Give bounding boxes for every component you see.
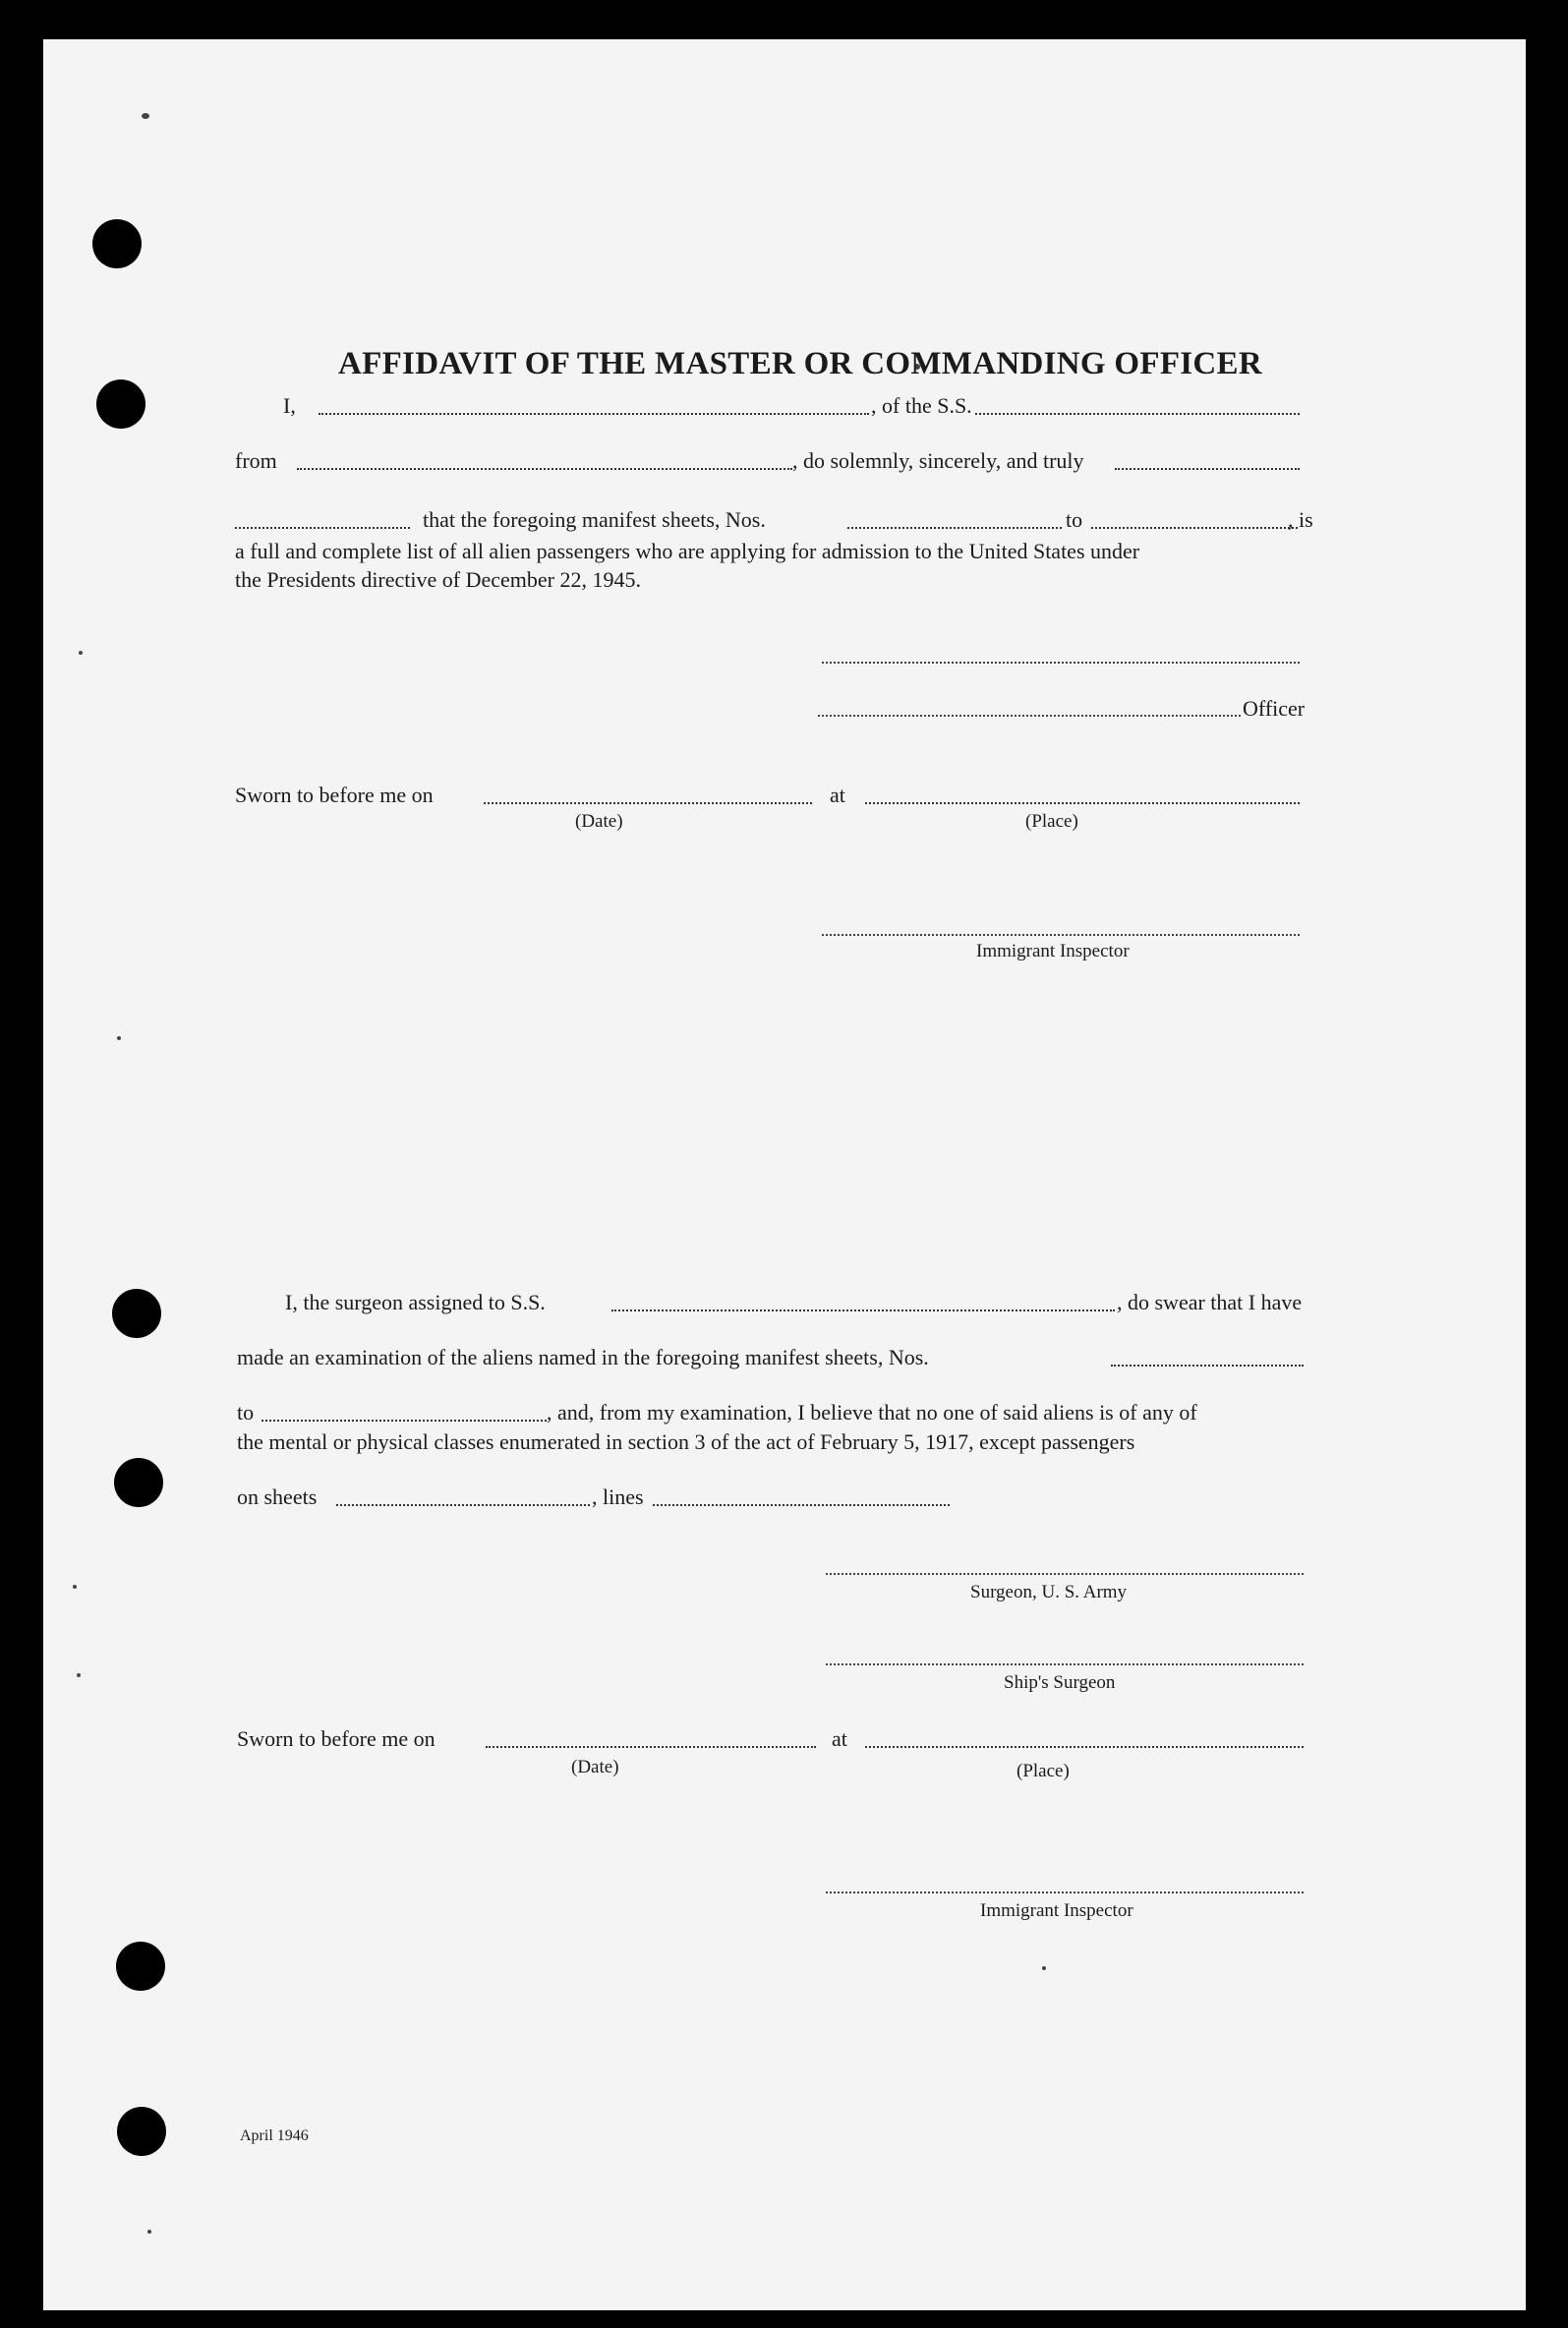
army-surgeon-label: Surgeon, U. S. Army: [970, 1582, 1128, 1602]
speck: [142, 113, 149, 119]
master-ship-field[interactable]: [975, 413, 1300, 415]
master-oath-cont-field[interactable]: [235, 527, 410, 529]
surgeon-place-label: (Place): [1016, 1761, 1070, 1781]
master-from: from: [235, 448, 277, 473]
surgeon-inspector-label: Immigrant Inspector: [980, 1900, 1133, 1921]
master-sworn-text: Sworn to before me on: [235, 783, 434, 807]
surgeon-nos-to-field[interactable]: [261, 1420, 547, 1422]
master-from-field[interactable]: [297, 468, 792, 470]
punch-hole-5: [116, 1942, 165, 1991]
master-that: that the foregoing manifest sheets, Nos.: [423, 507, 766, 532]
surgeon-text-line1a: I, the surgeon assigned to S.S.: [285, 1290, 546, 1314]
punch-hole-3: [112, 1289, 161, 1338]
form-date: April 1946: [240, 2127, 309, 2144]
surgeon-lines: , lines: [592, 1484, 644, 1509]
speck: [1042, 1966, 1046, 1970]
master-date-label: (Date): [575, 811, 623, 832]
punch-hole-4: [114, 1458, 163, 1507]
surgeon-inspector-signature-line[interactable]: [826, 1892, 1304, 1893]
surgeon-sworn-date-field[interactable]: [486, 1746, 816, 1748]
surgeon-text-line1b: , do swear that I have: [1117, 1290, 1303, 1314]
master-sworn-date-field[interactable]: [484, 802, 812, 804]
master-nos-from-field[interactable]: [847, 527, 1062, 529]
master-text-line5: the Presidents directive of December 22, 1945.: [235, 567, 641, 592]
surgeon-sheets: on sheets: [237, 1484, 318, 1509]
surgeon-ship-field[interactable]: [611, 1310, 1115, 1311]
punch-hole-1: [92, 219, 142, 268]
surgeon-sworn-text: Sworn to before me on: [237, 1726, 436, 1751]
surgeon-lines-field[interactable]: [653, 1504, 950, 1506]
surgeon-to: to: [237, 1400, 255, 1425]
surgeon-date-label: (Date): [571, 1757, 619, 1777]
master-is: , is: [1288, 507, 1313, 532]
ship-surgeon-signature-line[interactable]: [826, 1663, 1304, 1665]
army-surgeon-signature-line[interactable]: [826, 1573, 1304, 1575]
master-inspector-signature-line[interactable]: [822, 934, 1300, 936]
punch-hole-2: [96, 379, 145, 429]
ship-surgeon-label: Ship's Surgeon: [1004, 1672, 1116, 1693]
speck: [73, 1585, 77, 1589]
master-oath-field[interactable]: [1115, 468, 1300, 470]
form-title: AFFIDAVIT OF THE MASTER OR COMMANDING OFFICER: [338, 346, 1262, 381]
officer-signature-line-1[interactable]: [822, 662, 1300, 664]
form-page: [43, 39, 1526, 2310]
surgeon-at: at: [832, 1726, 847, 1751]
master-nos-to-field[interactable]: [1091, 527, 1298, 529]
speck: [79, 651, 83, 655]
master-to: to: [1066, 507, 1083, 532]
surgeon-sheets-field[interactable]: [336, 1504, 590, 1506]
master-of-ss: , of the S.S.: [871, 393, 972, 418]
surgeon-text-line4: the mental or physical classes enumerated in section 3 of the act of February 5, 1917, except passengers: [237, 1429, 1135, 1454]
master-place-label: (Place): [1025, 811, 1078, 832]
master-i: I,: [283, 393, 296, 418]
speck: [77, 1673, 81, 1677]
surgeon-text-line2: made an examination of the aliens named in the foregoing manifest sheets, Nos.: [237, 1345, 929, 1369]
officer-label: Officer: [1243, 696, 1306, 721]
surgeon-nos-from-field[interactable]: [1111, 1365, 1304, 1367]
punch-hole-6: [117, 2107, 166, 2156]
surgeon-sworn-place-field[interactable]: [865, 1746, 1304, 1748]
master-name-field[interactable]: [319, 413, 869, 415]
surgeon-text-line3: , and, from my examination, I believe that no one of said aliens is of any of: [547, 1400, 1197, 1425]
master-sworn-place-field[interactable]: [865, 802, 1300, 804]
master-text-line4: a full and complete list of all alien passengers who are applying for admission to the United States under: [235, 539, 1140, 563]
master-at: at: [830, 783, 845, 807]
master-solemnly: , do solemnly, sincerely, and truly: [792, 448, 1084, 473]
speck: [147, 2230, 151, 2234]
officer-signature-line-2[interactable]: [818, 715, 1241, 717]
master-inspector-label: Immigrant Inspector: [976, 941, 1130, 961]
speck: [117, 1036, 121, 1040]
